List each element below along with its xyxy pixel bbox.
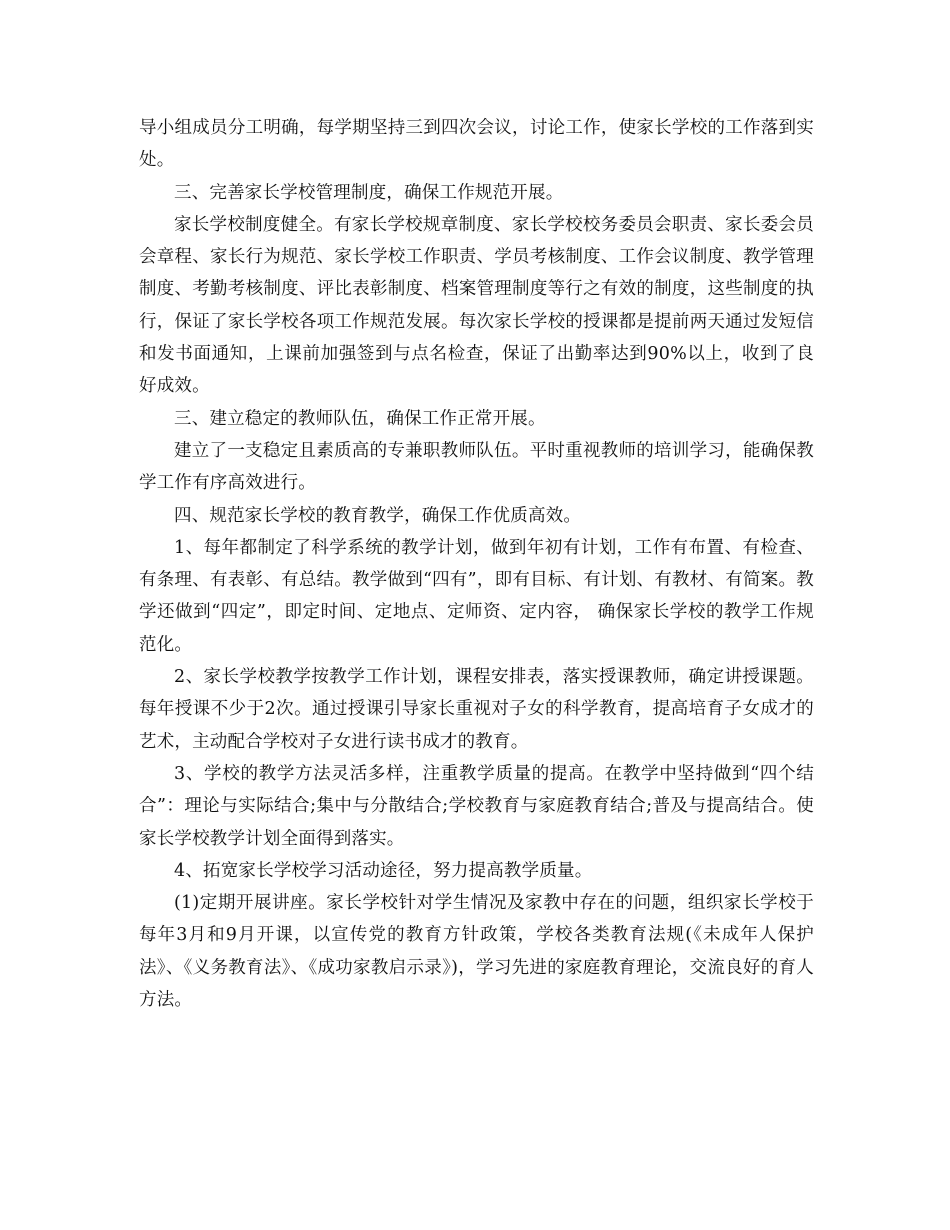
paragraph-item-4: 4、拓宽家长学校学习活动途径，努力提高教学质量。: [174, 860, 593, 881]
paragraph-management-system: 家长学校制度健全。有家长学校规章制度、家长学校校务委员会职责、家长委会员会章程、家长行为规范、家长学校工作职责、学员考核制度、工作会议制度、教学管理制度、考勤考核制度、评比表彰制度、档案管理制度等行之有效的制度，这些制度的执行，保证了家长学校各项工作规范发展。每次家长学校的授课都是提前两天通过发短信和发书面通知，上课前加强签到与点名检查，保证了出勤率达到90%以上，收到了良好成效。: [139, 214, 814, 397]
paragraph-item-3: 3、学校的教学方法灵活多样，注重教学质量的提高。在教学中坚持做到“四个结合”：理论与实际结合;集中与分散结合;学校教育与家庭教育结合;普及与提高结合。使家长学校教学计划全面得到落实。: [139, 763, 814, 849]
paragraph-continuation: 导小组成员分工明确，每学期坚持三到四次会议，讨论工作，使家长学校的工作落到实处。: [139, 118, 814, 171]
document-page: [139, 112, 814, 1016]
section-heading-teaching: 四、规范家长学校的教育教学，确保工作优质高效。: [174, 505, 582, 526]
section-heading-teachers: 三、建立稳定的教师队伍，确保工作正常开展。: [174, 408, 546, 429]
paragraph-item-4-1: (1)定期开展讲座。家长学校针对学生情况及家教中存在的问题，组织家长学校于每年3月和9月开课，以宣传党的教育方针政策，学校各类教育法规(《未成年人保护法》、《义务教育法》、《成功家教启示录》)，学习先进的家庭教育理论，交流良好的育人方法。: [139, 893, 814, 1011]
section-heading-management: 三、完善家长学校管理制度，确保工作规范开展。: [174, 182, 564, 203]
paragraph-item-1: 1、每年都制定了科学系统的教学计划，做到年初有计划，工作有布置、有检查、有条理、有表彰、有总结。教学做到“四有”，即有目标、有计划、有教材、有简案。教学还做到“四定”，即定时间、定地点、定师资、定内容， 确保家长学校的教学工作规范化。: [139, 537, 814, 655]
paragraph-item-2: 2、家长学校教学按教学工作计划，课程安排表，落实授课教师，确定讲授课题。每年授课不少于2次。通过授课引导家长重视对子女的科学教育，提高培育子女成才的艺术，主动配合学校对子女进行读书成才的教育。: [139, 667, 814, 752]
paragraph-teachers: 建立了一支稳定且素质高的专兼职教师队伍。平时重视教师的培训学习，能确保教学工作有序高效进行。: [139, 440, 814, 494]
